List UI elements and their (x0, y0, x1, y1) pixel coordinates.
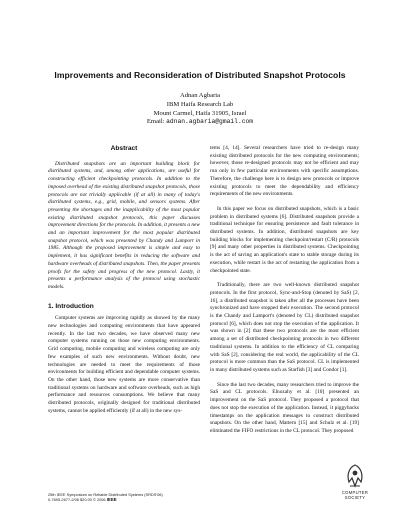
author-name: Adnan Agbaria (179, 92, 221, 99)
author-email: adnan.agbaria@gmail.com (166, 118, 254, 126)
author-address: Mount Carmel, Haifa 31905, Israel (153, 109, 247, 117)
abstract-text: Distributed snapshots are an important building block for distributed systems, and, among other applications, are useful for constructing efficient checkpointing protocols. In addition to the imposed overhead of the existing distributed snapshot protocols, those protocols are not trivially applicable (if at all) in many of today's distributed systems, e.g., grid, mobile, and sensors systems. After presenting the shortages and the inapplicability of the most popular existing distributed snapshot protocols, this paper discusses improvement directions for the protocols. In addition, it presents a new and an important improvement for the most popular distributed snapshot protocol, which was presented by Chandy and Lamport in 1985. Although the proposed improvement is simple and easy to implement, it has significant benefits in reducing the software and hardware overheads of distributed snapshots. Then, the paper presents proofs for the safety and progress of the new protocol. Lastly, it presents a performance analysis of the protocol using stochastic models. (48, 160, 200, 290)
intro-paragraph: Computer systems are improving rapidly as showed by the many new technologies and computing environments that have appeared recently. In the last two decades, we have observed many new computer systems running on those new computing environments. Grid computing, mobile computing and wireless computing are only few examples of such new environments. Without doubt, new technologies are needed to meet the requirements of those environments for building efficient and dependable computer systems. On the other hand, those new systems are more conservative than traditional systems on hardware and software overheads, such as high performance and resources consumptions. We believe that many distributed protocols, originally designed for traditional distributed systems, cannot be applied efficiently (if at all) in the new sys- (48, 315, 200, 414)
logo-text-computer: COMPUTER (341, 490, 369, 495)
body-paragraph: Since the last two decades, many researchers tried to improve the SaS and CL protocols. Elnozahy et al. [10] presented an improvement on the SaS protocol. They proposed a protocol that does not stop the execution of the application. Instead, it piggybacks timestamps on the application messages to construct distributed snapshots. On the other hand, Mattern [15] and Schulz et al. [19] eliminated the FIFO restrictions in the CL protocol. They proposed (210, 381, 359, 434)
body-paragraph: In this paper we focus on distributed snapshots, which is a basic problem in distributed systems [6]. Distributed snapshots provide a traditional technique for ensuring persistence and fault tolerance in distributed systems. In addition, distributed snapshots are key building blocks for implementing checkpoint/restart (C/R) protocols [9] and many other properties in distributed systems. Checkpointing is the act of saving an application's state to stable storage during its execution, while restart is the act of restarting the application from a checkpointed state. (210, 205, 359, 274)
right-column (210, 145, 359, 436)
logo-text-society: SOCIETY (344, 495, 366, 500)
author-email-line (0, 118, 400, 127)
computer-society-logo (337, 464, 373, 510)
author-block (0, 92, 400, 127)
email-label: Email: (146, 118, 165, 126)
body-paragraph: tems [4, 14]. Several researchers have tried to re-design many existing distributed protocols for the new computing environments; however, those re-designed protocols may not be efficient and may run only in few particular environments with specific assumptions. Therefore, the challenge here is to design new protocols or improve existing protocols to meet the dependability and efficiency requirements of the new environments. (210, 145, 359, 198)
footer-copyright-line (48, 497, 163, 502)
computer-society-logo-icon (344, 464, 366, 490)
author-affiliation: IBM Haifa Research Lab (166, 100, 234, 108)
footer-venue: 25th IEEE Symposium on Reliable Distributed Systems (SRDS'06) (48, 492, 163, 497)
footer-ieee: IEEE (106, 497, 117, 503)
footer-isbn: 0-7695-2677-2/06 $20.00 © 2006 (48, 497, 106, 503)
paper-title: Improvements and Reconsideration of Distributed Snapshot Protocols (54, 70, 346, 80)
introduction-heading: 1. Introduction (48, 302, 94, 310)
body-paragraph: Traditionally, there are two well-known distributed snapshot protocols. In the first protocol, Sync-and-Stop (denoted by SaS) [2, 16], a distributed snapshot is taken after all the processes have been synchronized and have stopped their execution. The second protocol is the Chandy and Lamport's (denoted by CL) distributed snapshot protocol [6], which does not stop the execution of the application. It was shown in [2] that these two protocols are the most efficient among a set of distributed checkpointing protocols in two different traditional systems. In addition to the efficiency of CL comparing with SaS [2], considering the real world, the applicability of the CL protocol is more common than the SaS protocol. CL is implemented in many distributed systems such as Starfish [3] and Condor [1]. (210, 282, 359, 373)
page-footer (48, 492, 163, 502)
left-column (48, 145, 200, 416)
abstract-heading: Abstract (110, 145, 138, 152)
